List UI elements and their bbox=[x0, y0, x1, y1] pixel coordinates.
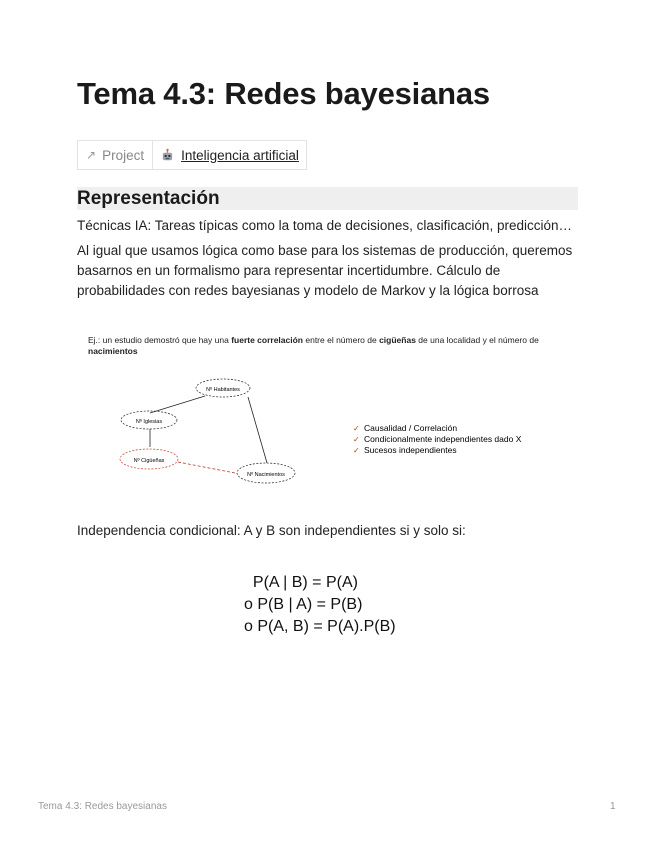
node-label-habitantes: Nº Habitantes bbox=[206, 387, 240, 393]
node-label-ciguenas: Nº Cigüeñas bbox=[133, 458, 165, 464]
property-key-label: Project bbox=[102, 147, 145, 163]
arrow-up-right-icon: ↗ bbox=[86, 148, 97, 162]
edge-ciguenas-nacimientos bbox=[178, 462, 235, 473]
bullet-3: Sucesos independientes bbox=[364, 445, 457, 455]
paragraph-intro: Al igual que usamos lógica como base para los sistemas de producción, queremos basarnos en un formalismo para representar incertidumbre. Cálculo de probabilidades con redes bayesianas y modelo de Markov y la lógica borrosa bbox=[77, 243, 573, 298]
figure-caption: Ej.: un estudio demostró que hay una fuerte correlación entre el número de cigüeñas de una localidad y el número de nacimientos bbox=[88, 335, 539, 356]
bullet-mark-1: ✓ bbox=[353, 424, 360, 433]
property-row bbox=[77, 140, 307, 170]
paragraph-independence: Independencia condicional: A y B son independientes si y solo si: bbox=[77, 523, 466, 538]
paragraph-tasks: Técnicas IA: Tareas típicas como la toma de decisiones, clasificación, predicción… bbox=[77, 218, 572, 233]
formula-line-3: o P(A, B) = P(A).P(B) bbox=[244, 618, 396, 635]
bullet-mark-3: ✓ bbox=[353, 446, 360, 455]
robot-icon bbox=[160, 148, 175, 163]
network-diagram bbox=[85, 333, 575, 493]
formula-line-1: P(A | B) = P(A) bbox=[244, 574, 358, 591]
edge-habitantes-nacimientos bbox=[248, 397, 267, 463]
edge-habitantes-iglesias bbox=[150, 396, 205, 413]
project-link[interactable]: Inteligencia artificial bbox=[181, 147, 299, 163]
node-label-iglesias: Nº Iglesias bbox=[135, 419, 163, 425]
page-number: 1 bbox=[610, 801, 616, 812]
property-key bbox=[78, 141, 153, 169]
bullet-1: Causalidad / Correlación bbox=[364, 423, 458, 433]
bayesian-network-figure bbox=[85, 333, 575, 493]
bullet-2: Condicionalmente independientes dado X bbox=[364, 434, 522, 444]
section-heading: Representación bbox=[77, 187, 578, 210]
property-value[interactable] bbox=[153, 141, 306, 169]
formula-line-2: o P(B | A) = P(B) bbox=[244, 596, 363, 613]
formula-block bbox=[244, 572, 396, 638]
page-title: Tema 4.3: Redes bayesianas bbox=[77, 76, 490, 111]
bullet-mark-2: ✓ bbox=[353, 435, 360, 444]
node-label-nacimientos: Nº Nacimientos bbox=[247, 472, 285, 478]
footer-title: Tema 4.3: Redes bayesianas bbox=[38, 801, 167, 812]
